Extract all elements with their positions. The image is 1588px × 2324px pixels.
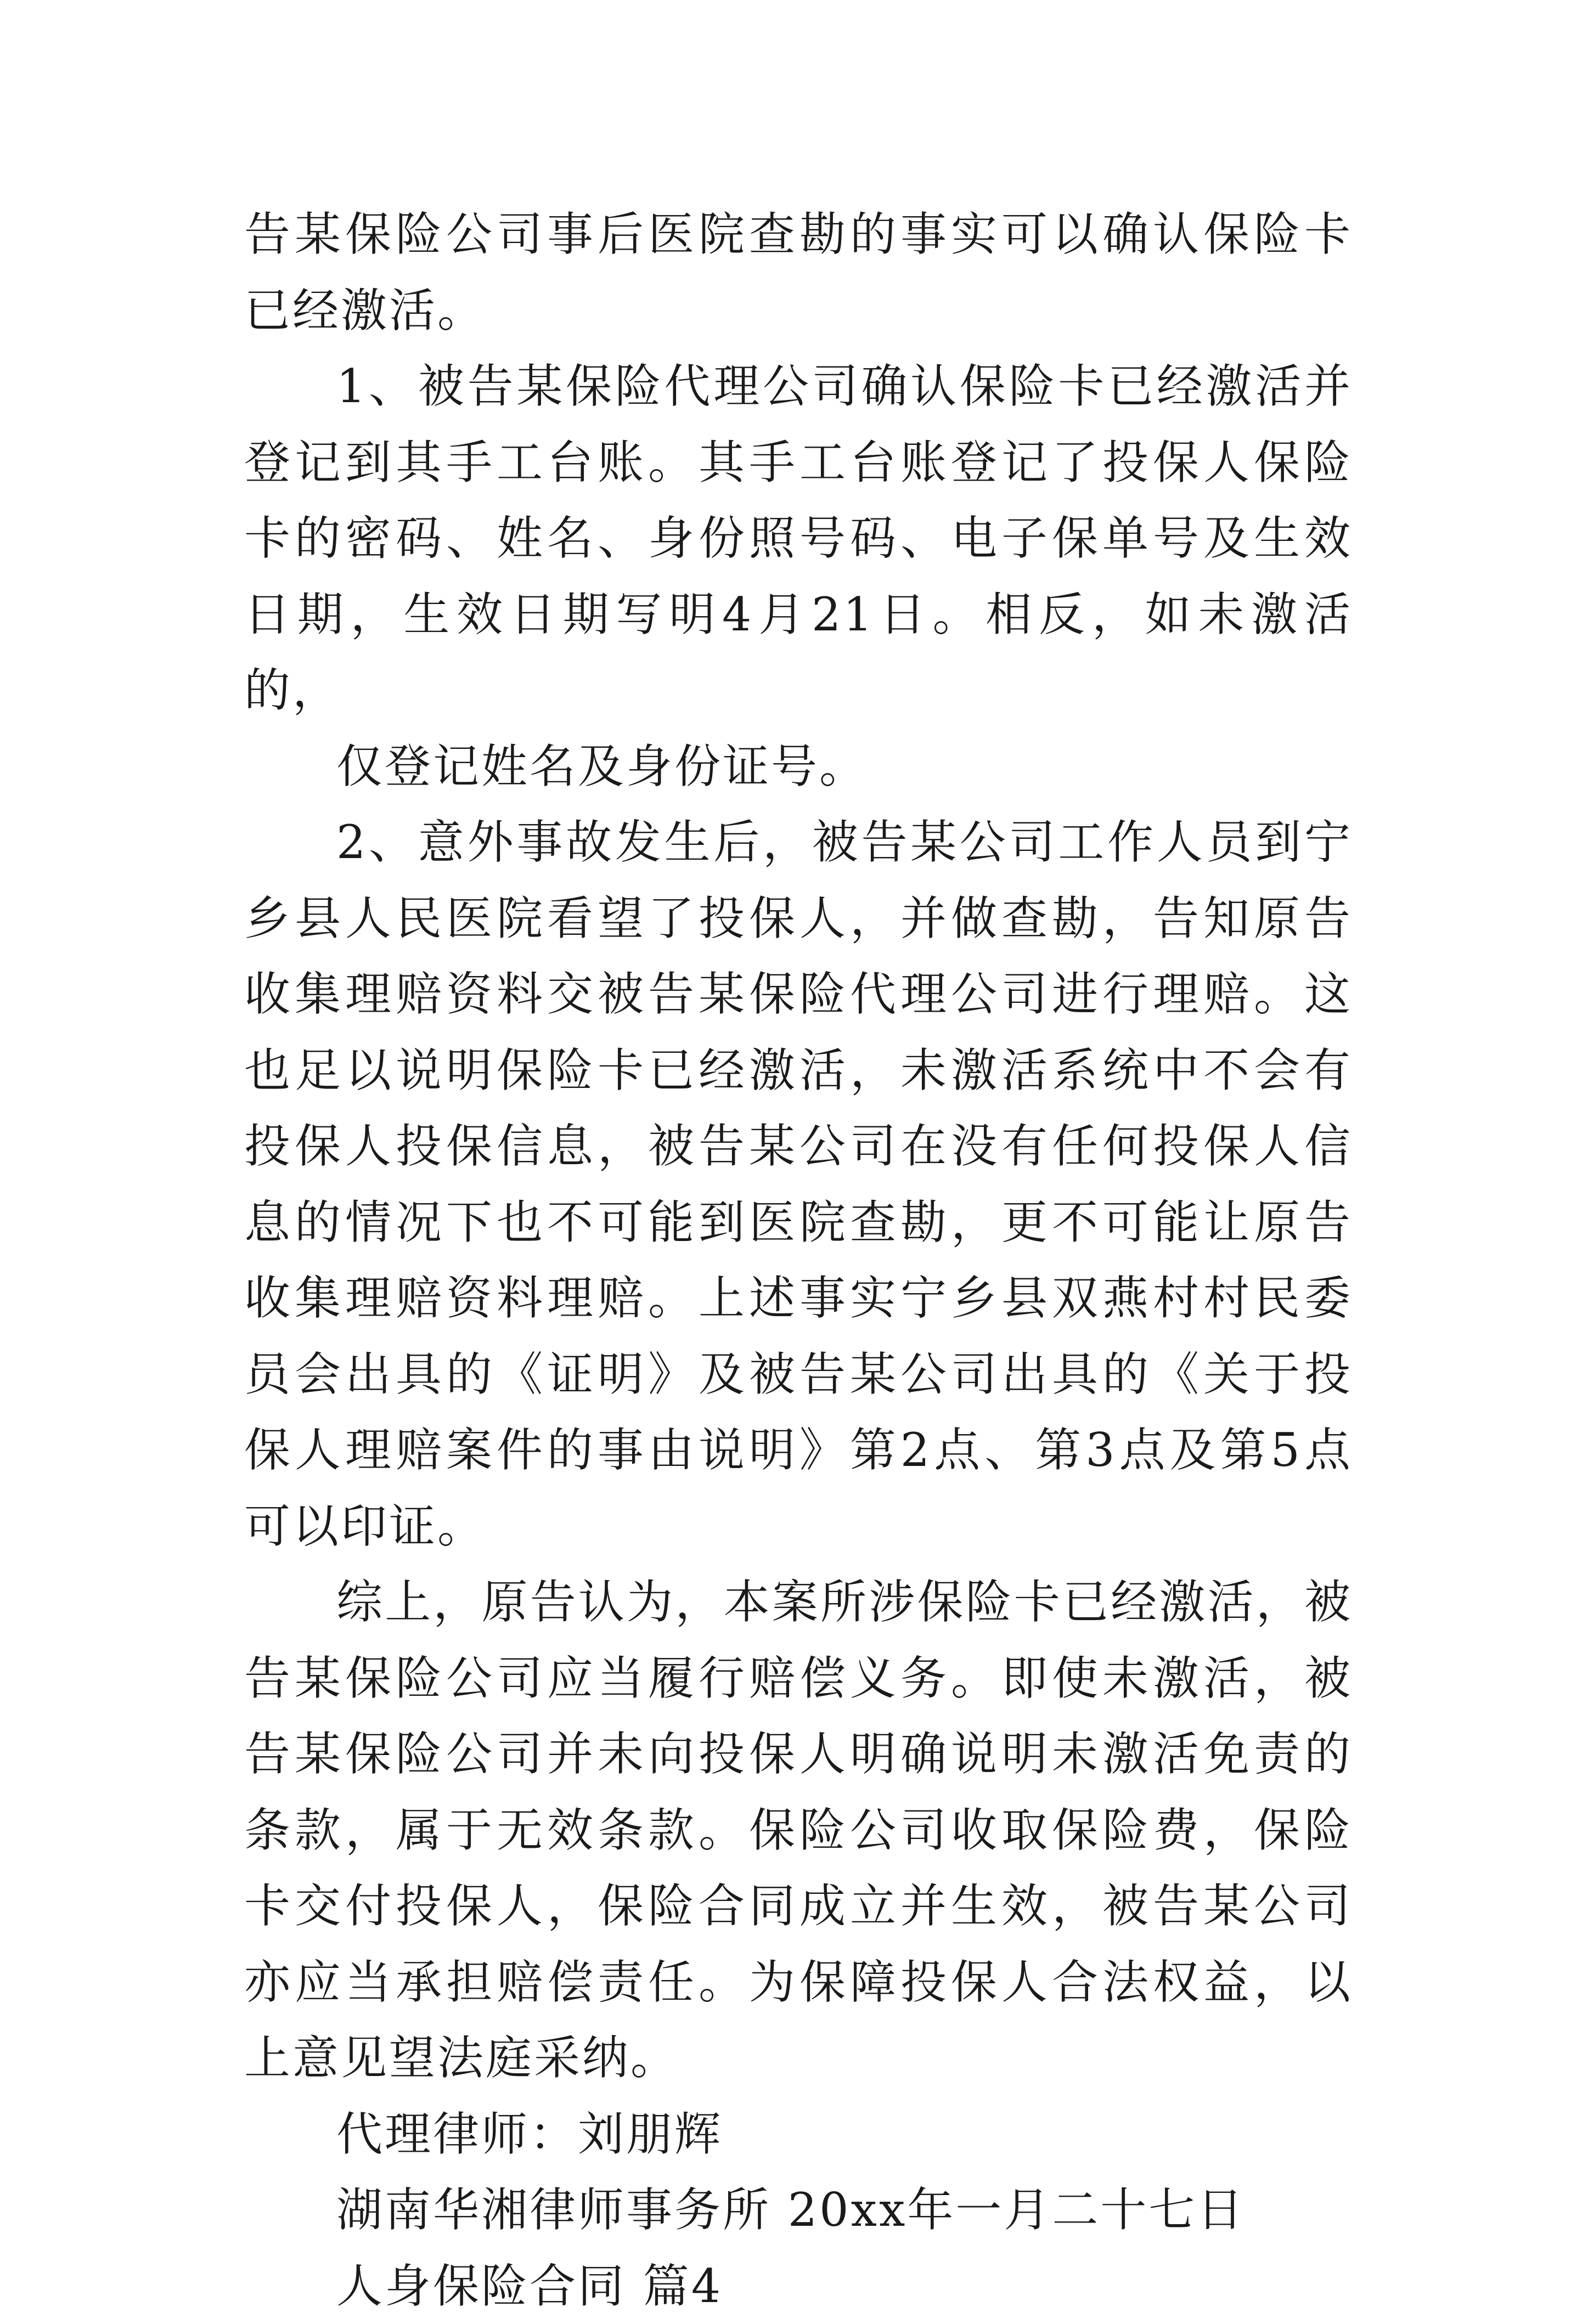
firm-date-line: 湖南华湘律师事务所 20xx年一月二十七日 xyxy=(244,2172,1353,2248)
paragraph-continuation: 告某保险公司事后医院查勘的事实可以确认保险卡已经激活。 xyxy=(244,196,1353,348)
lawyer-signature-line: 代理律师：刘朋辉 xyxy=(244,2096,1353,2173)
document-body xyxy=(244,196,1353,2324)
paragraph-point-1: 1、被告某保险代理公司确认保险卡已经激活并登记到其手工台账。其手工台账登记了投保人保险卡的密码、姓名、身份照号码、电子保单号及生效日期，生效日期写明4月21日。相反，如未激活的， xyxy=(244,348,1353,729)
paragraph-registration-note: 仅登记姓名及身份证号。 xyxy=(244,729,1353,805)
paragraph-point-2: 2、意外事故发生后，被告某公司工作人员到宁乡县人民医院看望了投保人，并做查勘，告知原告收集理赔资料交被告某保险代理公司进行理赔。这也足以说明保险卡已经激活，未激活系统中不会有投保人投保信息，被告某公司在没有任何投保人信息的情况下也不可能到医院查勘，更不可能让原告收集理赔资料理赔。上述事实宁乡县双燕村村民委员会出具的《证明》及被告某公司出具的《关于投保人理赔案件的事由说明》第2点、第3点及第5点可以印证。 xyxy=(244,804,1353,1564)
paragraph-conclusion: 综上，原告认为，本案所涉保险卡已经激活，被告某保险公司应当履行赔偿义务。即使未激活，被告某保险公司并未向投保人明确说明未激活免责的条款，属于无效条款。保险公司收取保险费，保险卡交付投保人，保险合同成立并生效，被告某公司亦应当承担赔偿责任。为保障投保人合法权益，以上意见望法庭采纳。 xyxy=(244,1564,1353,2096)
section-heading: 人身保险合同 篇4 xyxy=(244,2248,1353,2324)
